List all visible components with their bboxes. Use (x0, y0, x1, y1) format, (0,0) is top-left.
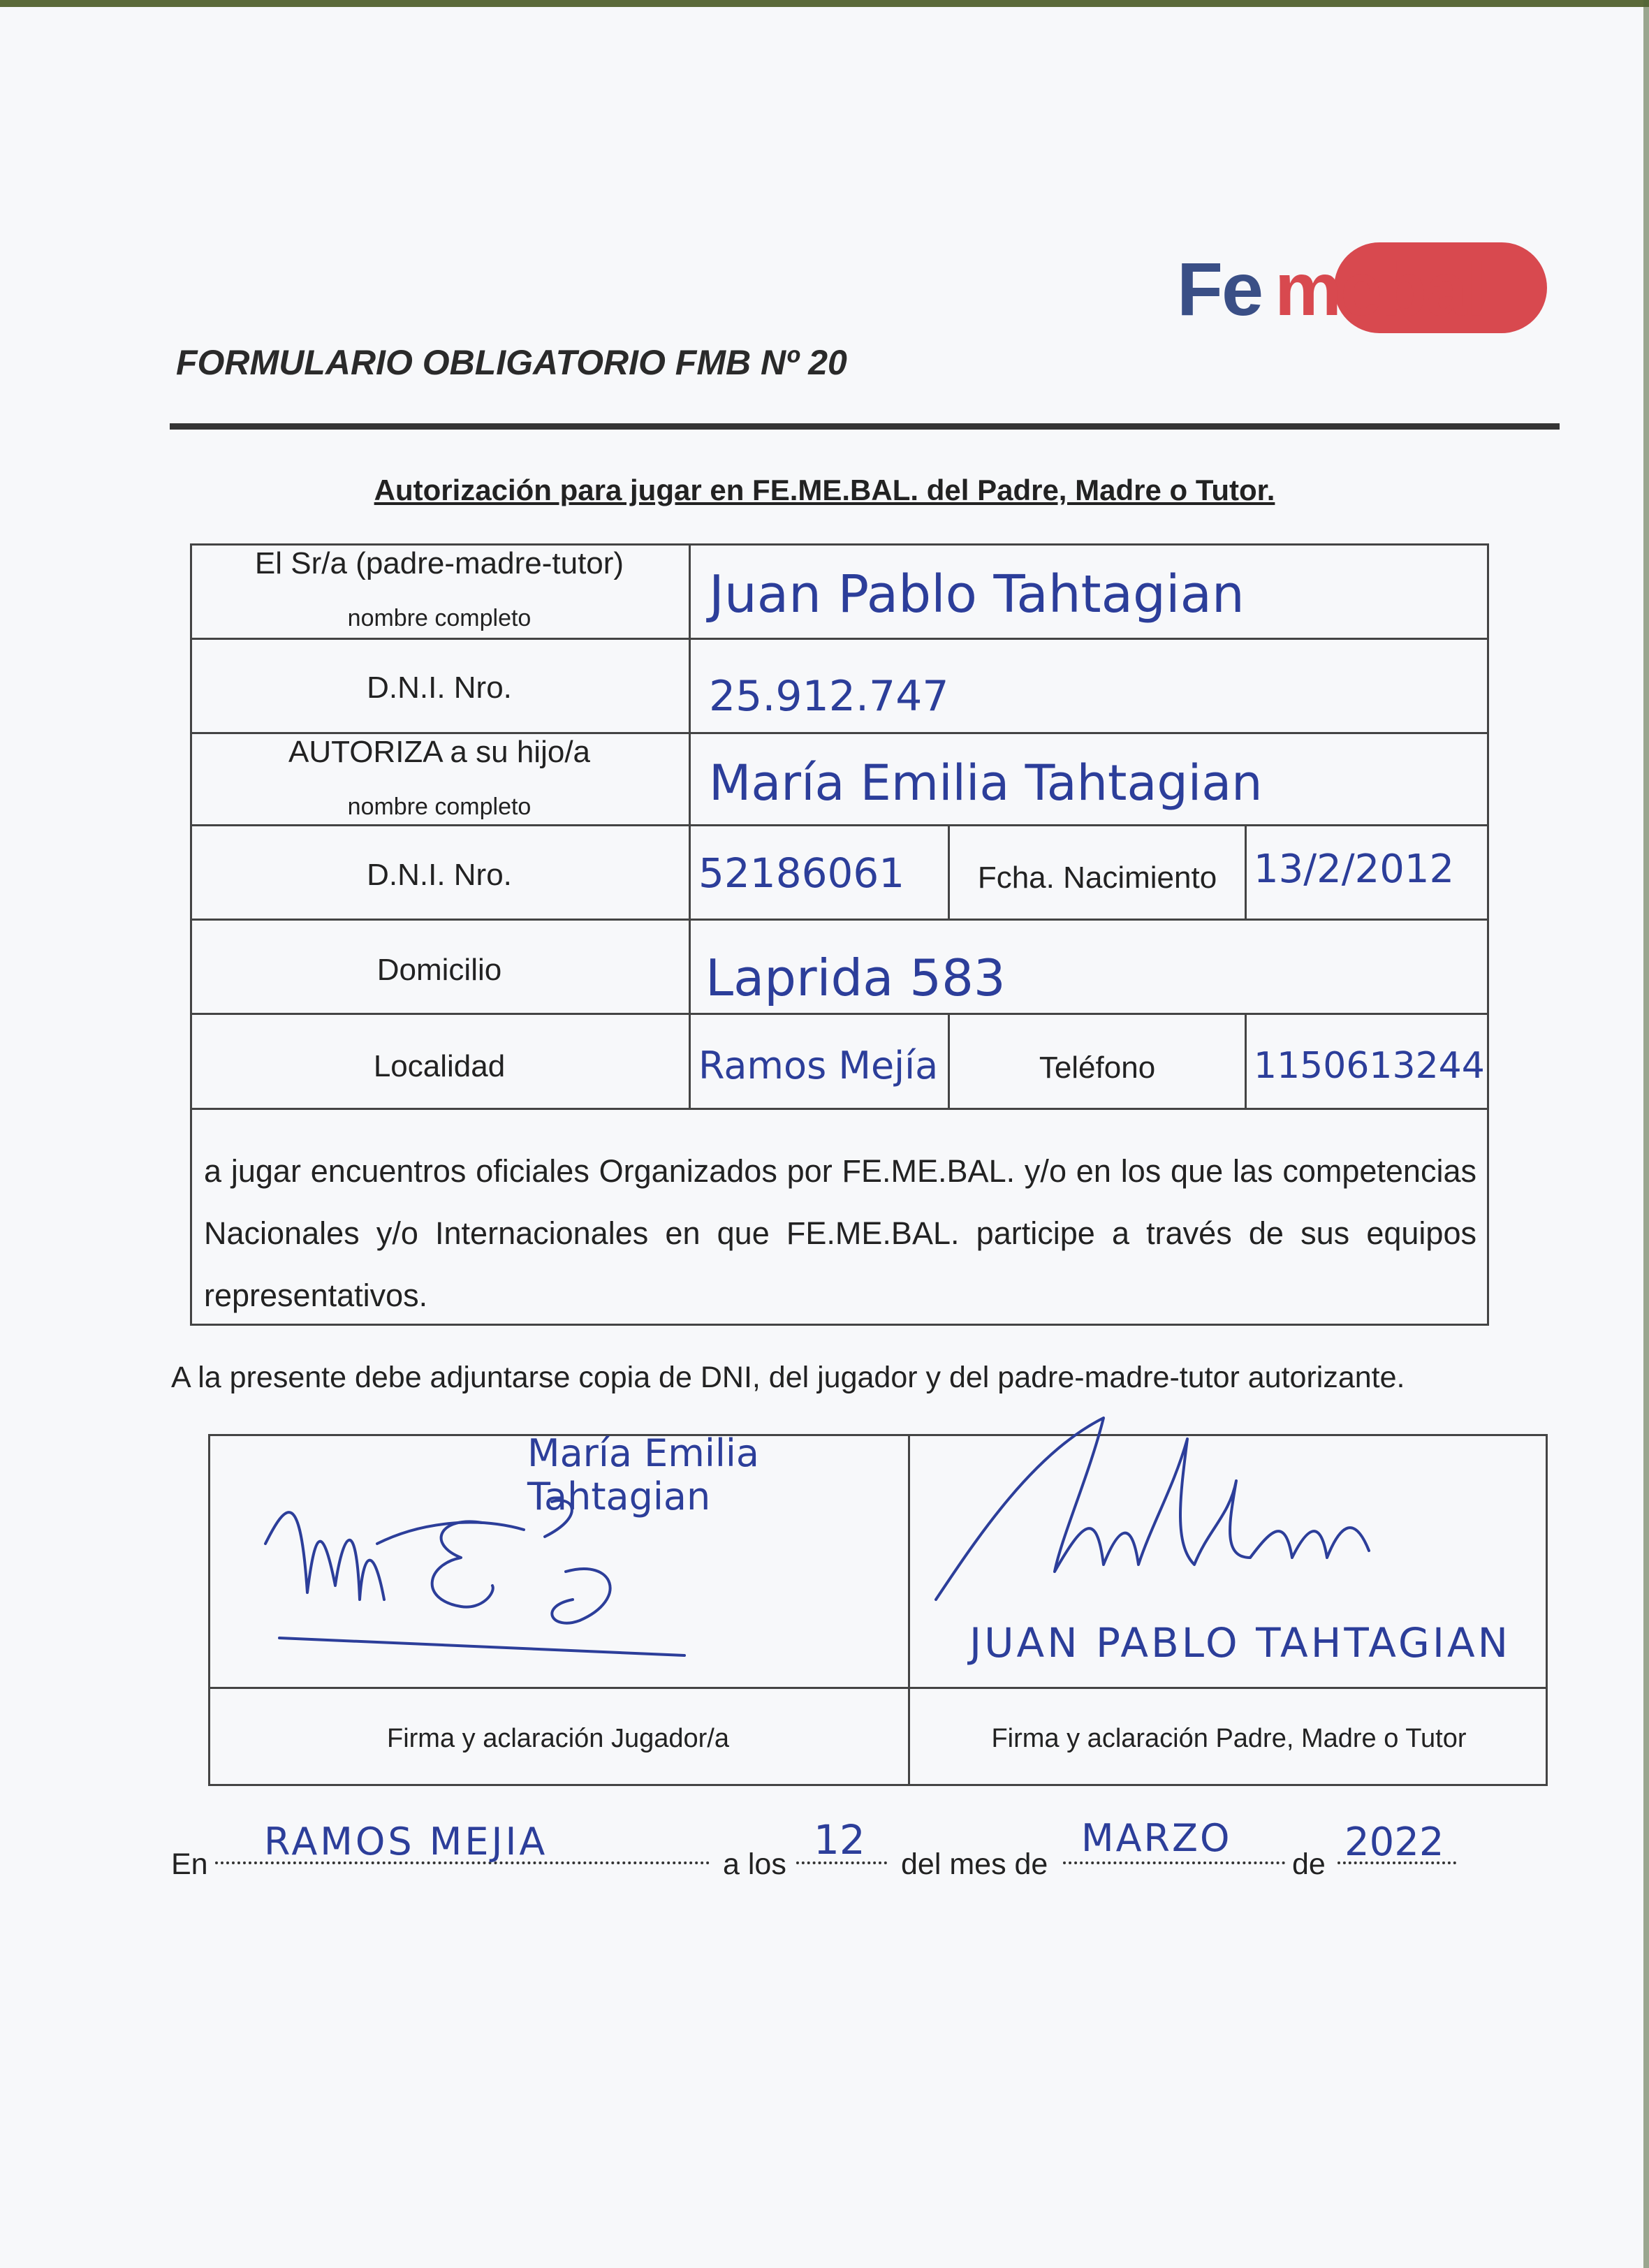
form-subtitle: Autorización para jugar en FE.ME.BAL. del Padre, Madre o Tutor. (374, 474, 1275, 506)
player-signature-caption: Firma y aclaración Jugador/a (387, 1724, 729, 1753)
authorization-text: a jugar encuentros oficiales Organizados por FE.ME.BAL. y/o en los que las competencias Nacionales y/o Internacionales en que FE.ME.BAL. participe a través de sus equipos representativos. (204, 1153, 1476, 1313)
row-divider (190, 732, 1489, 734)
femebal-logo (1177, 241, 1554, 339)
address-label: Domicilio (376, 953, 502, 987)
place-label: En (171, 1848, 208, 1881)
child-dni-label: D.N.I. Nro. (367, 858, 512, 892)
row-divider (190, 1013, 1489, 1015)
col-divider (689, 543, 691, 1108)
city-field: Ramos Mejía (698, 1044, 939, 1088)
place-field: RAMOS MEJIA (264, 1820, 548, 1864)
month-label: del mes de (901, 1848, 1048, 1881)
col-divider (1245, 824, 1247, 919)
child-label: AUTORIZA a su hijo/a (288, 735, 591, 769)
address-field: Laprida 583 (705, 949, 1006, 1007)
month-dots (1063, 1861, 1285, 1864)
birth-date-field: 13/2/2012 (1254, 847, 1455, 892)
row-divider (190, 824, 1489, 826)
logo-text-mebal: mebal (1275, 247, 1486, 331)
title-rule (170, 423, 1560, 430)
parent-label: El Sr/a (padre-madre-tutor) (254, 546, 624, 580)
row-divider (190, 1108, 1489, 1110)
day-field: 12 (814, 1816, 865, 1864)
form-title: FORMULARIO OBLIGATORIO FMB Nº 20 (176, 343, 847, 382)
attachment-note: A la presente debe adjuntarse copia de DNI, del jugador y del padre-madre-tutor autorizante. (171, 1361, 1405, 1394)
parent-printed-name: JUAN PABLO TAHTAGIAN (969, 1619, 1511, 1667)
child-name-field: María Emilia Tahtagian (709, 754, 1263, 812)
child-sub-label: nombre completo (347, 793, 532, 820)
player-signature (251, 1460, 698, 1683)
phone-field: 1150613244 (1254, 1045, 1485, 1087)
row-divider (190, 638, 1489, 640)
day-label: a los (723, 1848, 786, 1881)
player-printed-name: María Emilia Tahtagian (527, 1431, 759, 1519)
row-divider (190, 919, 1489, 921)
col-divider (1245, 1013, 1247, 1108)
child-dni-field: 52186061 (698, 849, 905, 897)
logo-text-fe: Fe (1177, 247, 1263, 331)
parent-dni-label: D.N.I. Nro. (367, 671, 512, 705)
signature-row-divider (208, 1687, 1548, 1689)
parent-sub-label: nombre completo (347, 605, 532, 631)
parent-name-field: Juan Pablo Tahtagian (709, 564, 1245, 624)
year-field: 2022 (1344, 1820, 1444, 1865)
parent-signature (922, 1411, 1425, 1614)
birth-date-label: Fcha. Nacimiento (977, 861, 1217, 895)
phone-label: Teléfono (1039, 1051, 1156, 1085)
month-field: MARZO (1081, 1816, 1232, 1860)
scan-edge-top (0, 0, 1649, 7)
city-label: Localidad (373, 1049, 506, 1083)
parent-dni-field: 25.912.747 (709, 672, 949, 721)
scan-edge-right (1643, 0, 1649, 2268)
parent-signature-caption: Firma y aclaración Padre, Madre o Tutor (991, 1724, 1467, 1753)
year-label: de (1292, 1848, 1326, 1881)
